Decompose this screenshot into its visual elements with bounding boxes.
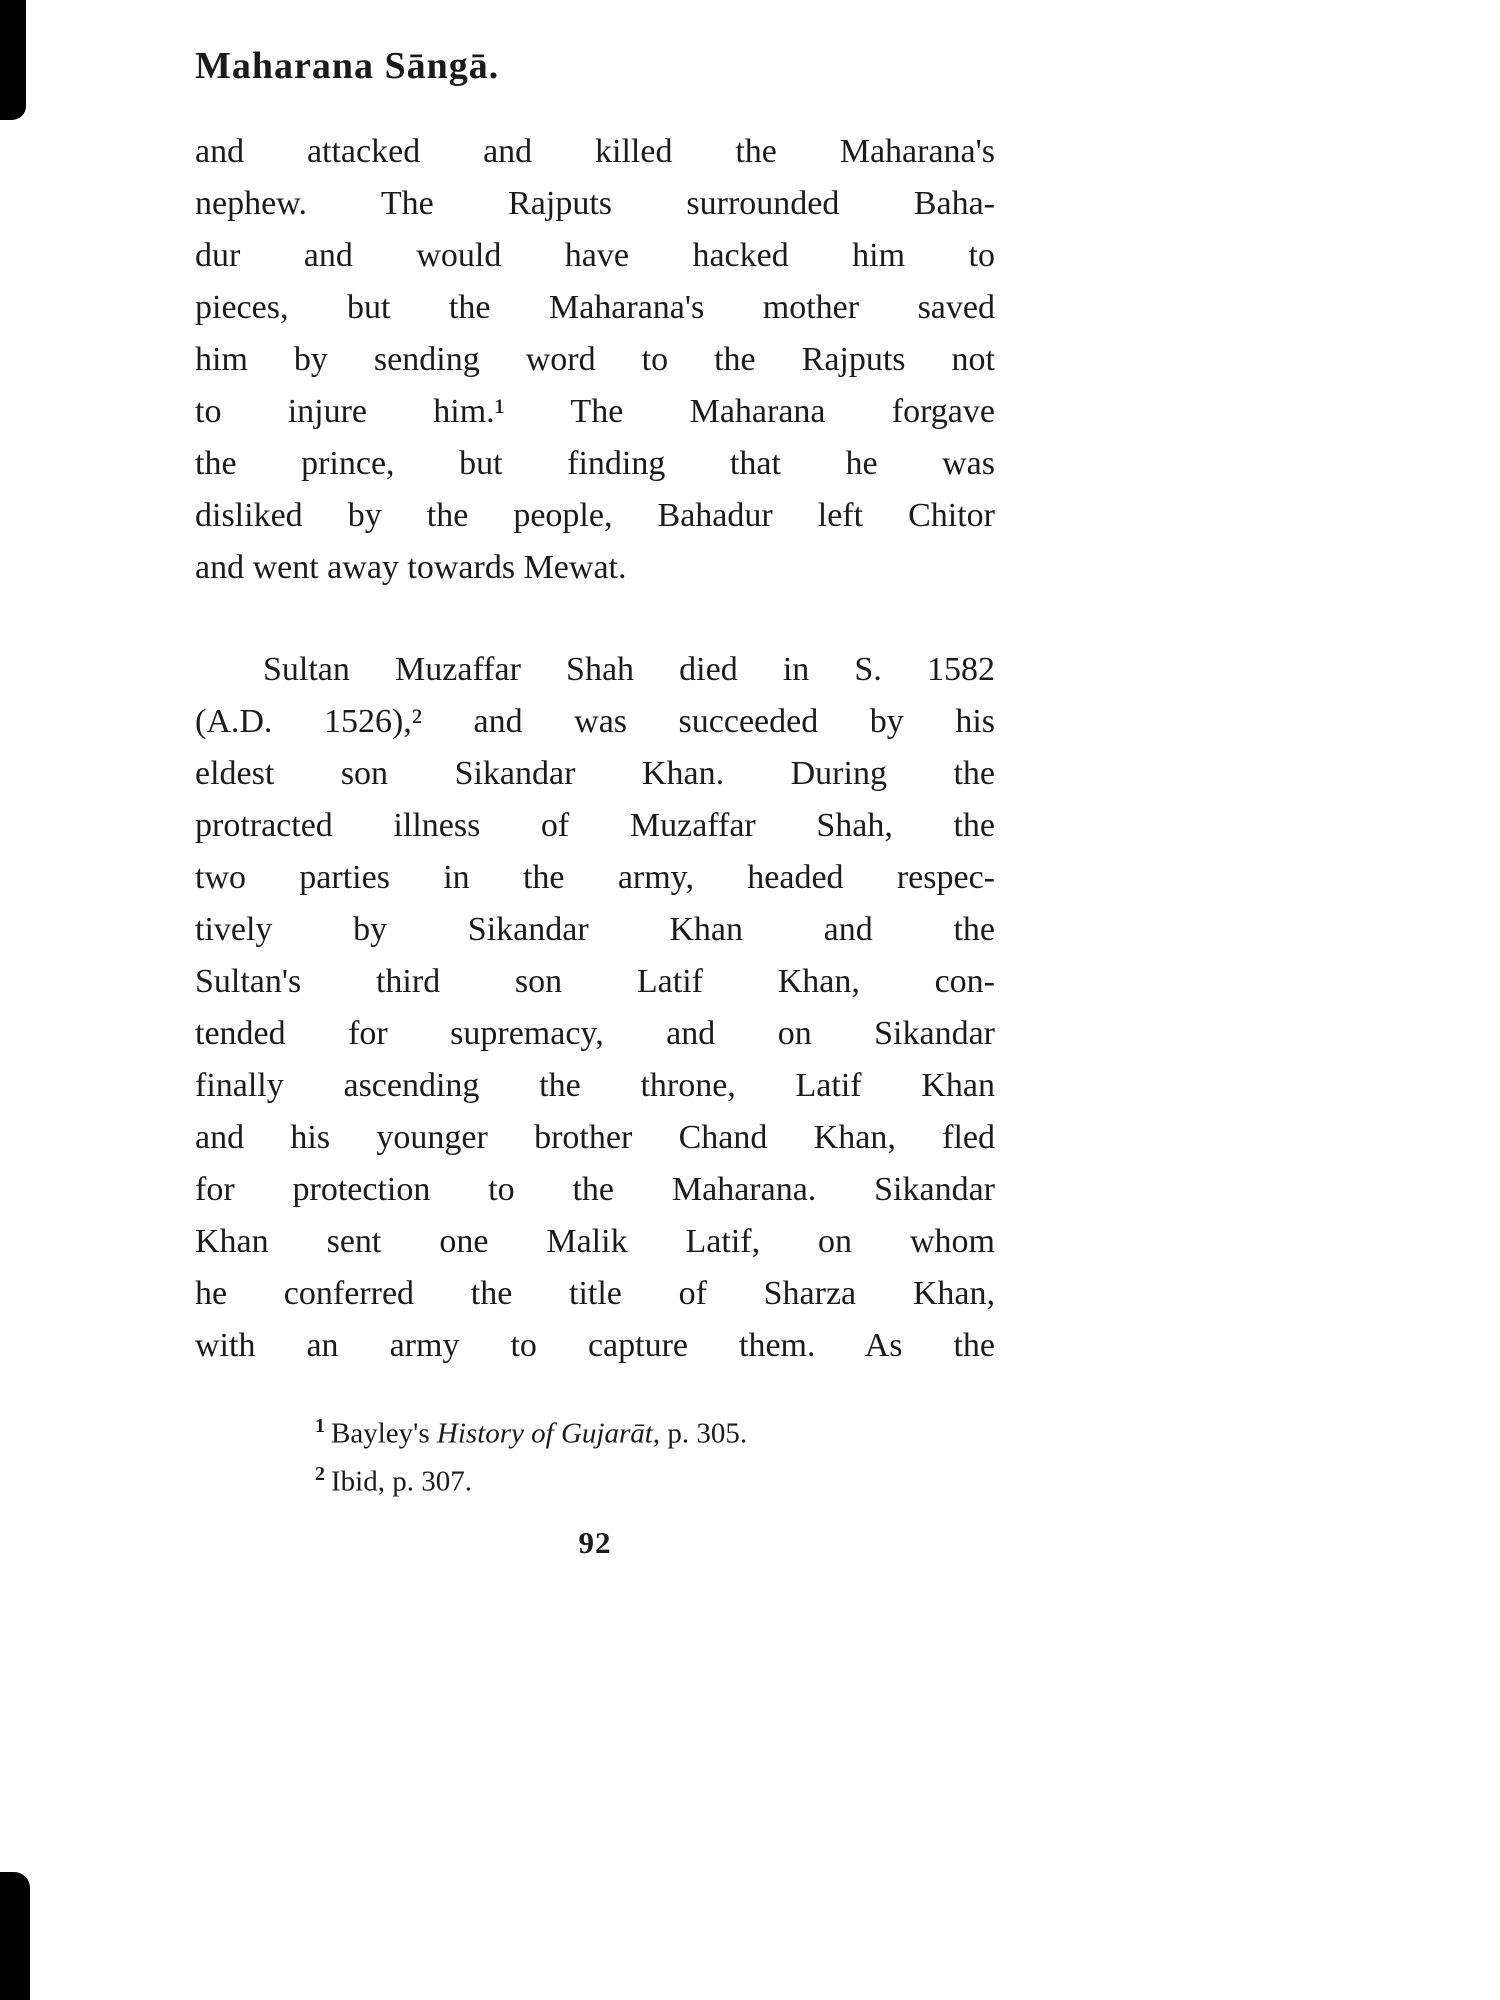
- text-line: nephew. The Rajputs surrounded Baha-: [195, 185, 995, 222]
- page-number: 92: [578, 1525, 612, 1561]
- footnote-list: [315, 1406, 995, 1501]
- text-line: to injure him.¹ The Maharana forgave: [195, 393, 995, 430]
- paragraph: [195, 644, 995, 1372]
- footnote-marker: 2: [315, 1462, 325, 1485]
- text-line: him by sending word to the Rajputs not: [195, 341, 995, 378]
- text-line: with an army to capture them. As the: [195, 1327, 995, 1364]
- text-line: finally ascending the throne, Latif Khan: [195, 1067, 995, 1104]
- text-line: the prince, but finding that he was: [195, 445, 995, 482]
- text-line: disliked by the people, Bahadur left Chitor: [195, 497, 995, 534]
- footnote: [315, 1406, 995, 1454]
- running-header: Maharana Sāngā.: [195, 45, 500, 87]
- text-line: Sultan Muzaffar Shah died in S. 1582: [263, 651, 995, 688]
- text-line: and attacked and killed the Maharana's: [195, 133, 995, 170]
- text-line: pieces, but the Maharana's mother saved: [195, 289, 995, 326]
- footnote: [315, 1454, 995, 1502]
- text-line: Khan sent one Malik Latif, on whom: [195, 1223, 995, 1260]
- text-line: Sultan's third son Latif Khan, con-: [195, 963, 995, 1000]
- footnote-marker: 1: [315, 1415, 325, 1437]
- text-line: protracted illness of Muzaffar Shah, the: [195, 807, 995, 844]
- footnote-text: History of Gujarāt,: [436, 1417, 661, 1450]
- text-line: and went away towards Mewat.: [195, 549, 627, 586]
- text-line: and his younger brother Chand Khan, fled: [195, 1119, 995, 1156]
- text-line: he conferred the title of Sharza Khan,: [195, 1275, 995, 1312]
- body-paragraphs: [195, 126, 995, 1372]
- text-line: dur and would have hacked him to: [195, 237, 995, 274]
- scan-artifact-bottom-left: [0, 1872, 30, 2000]
- text-line: tended for supremacy, and on Sikandar: [195, 1015, 995, 1052]
- page-content: [195, 44, 995, 1561]
- text-line: (A.D. 1526),² and was succeeded by his: [195, 703, 995, 740]
- text-line: two parties in the army, headed respec-: [195, 859, 995, 896]
- footnote-text: Bayley's: [331, 1417, 437, 1450]
- footnote-text: Ibid, p. 307.: [331, 1465, 472, 1498]
- paragraph: [195, 126, 995, 594]
- text-line: for protection to the Maharana. Sikandar: [195, 1171, 995, 1208]
- footnote-text: p. 305.: [660, 1417, 748, 1450]
- text-line: eldest son Sikandar Khan. During the: [195, 755, 995, 792]
- text-line: tively by Sikandar Khan and the: [195, 911, 995, 948]
- scan-artifact-top-left: [0, 0, 26, 120]
